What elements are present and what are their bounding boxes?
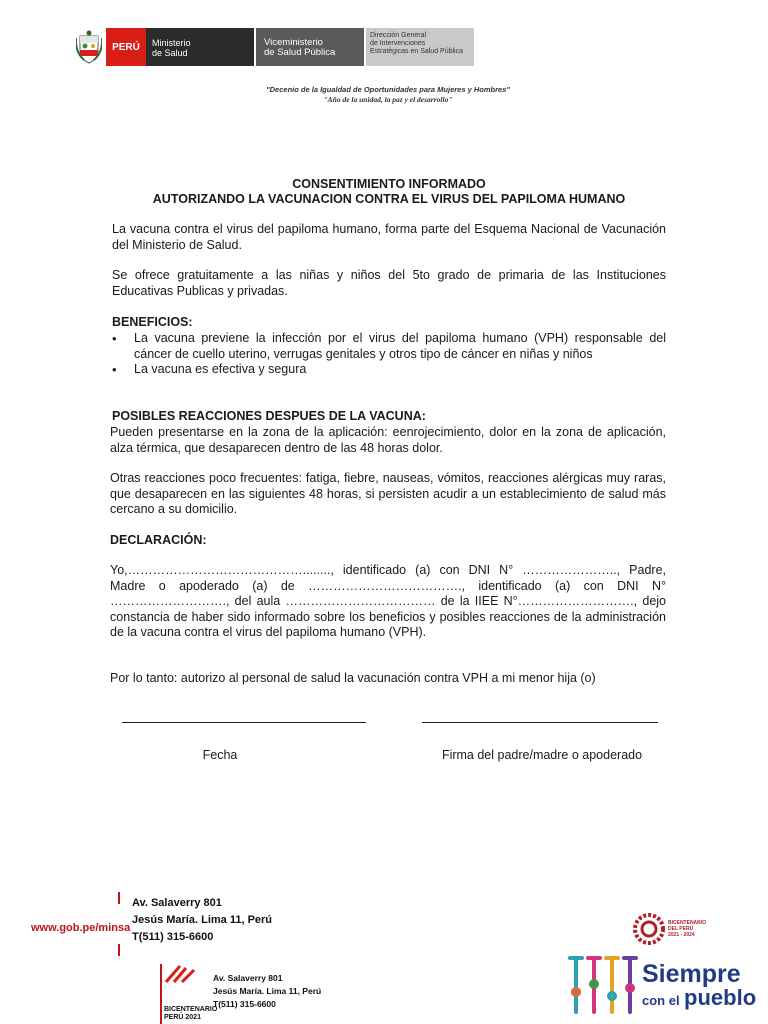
directorate-brand-box [366, 28, 474, 66]
footer-red-mark [118, 944, 120, 956]
benefits-heading: BENEFICIOS: [112, 315, 193, 329]
footer-red-mark [160, 964, 162, 1024]
reactions-paragraph-2: Otras reacciones poco frecuentes: fatiga, fiebre, nauseas, vómitos, reacciones alérgicas muy raras, que desaparecen en las siguientes 48 horas, si persisten acudir a un establecimiento de salud más cercano a su domicilio. [110, 471, 666, 517]
reactions-heading: POSIBLES REACCIONES DESPUES DE LA VACUNA: [112, 409, 426, 423]
bicentenario-logo-icon [632, 912, 666, 946]
date-label: Fecha [202, 748, 238, 762]
website-link[interactable]: www.gob.pe/minsa [31, 922, 131, 934]
slogan-line-2 [642, 985, 756, 1011]
peru-coat-of-arms-icon [76, 30, 102, 64]
declaration-paragraph: Yo,……………………………………........, identificado (a) con DNI N° ………………….., Padre, Madre o apoderado (a) de ………………………………., identificado (a) con DNI N° ………………………., del aula ……………………………… de la IIEE N°………………………., dejo constancia de haber sido informado sobre los beneficios y posibles reacciones de la administración de la vacuna contra el virus del papiloma humano (VPH). [110, 563, 666, 640]
intro-paragraph-2: Se ofrece gratuitamente a las niñas y niños del 5to grado de primaria de las Instituciones Educativas Publicas y privadas. [112, 268, 666, 298]
year-motto: "Año de la unidad, la paz y el desarrollo" [323, 95, 453, 104]
document-subtitle: AUTORIZANDO LA VACUNACION CONTRA EL VIRUS DEL PAPILOMA HUMANO [152, 192, 626, 206]
benefit-item: • La vacuna es efectiva y segura [112, 362, 666, 378]
intro-paragraph-1: La vacuna contra el virus del papiloma humano, forma parte del Esquema Nacional de Vacunación del Ministerio de Salud. [112, 222, 666, 252]
parent-signature-label: Firma del padre/madre o apoderado [441, 748, 643, 762]
footer-address-block [132, 895, 272, 946]
bicentenario-label [668, 920, 706, 938]
reactions-paragraph-1: Pueden presentarse en la zona de la aplicación: eenrojecimiento, dolor en la zona de aplicación, alza térmica, que desaparecen dentro de las 48 horas dolor. [110, 425, 666, 455]
ministry-line-2: de Salud [152, 48, 188, 58]
peru-brand-box [106, 28, 146, 66]
vice-line-1: Viceministerio [264, 37, 323, 48]
benefit-item: • La vacuna previene la infección por el virus del papiloma humano (VPH) responsable del cáncer de cuello uterino, verrugas genitales y otros tipo de cáncer en niñas y niños [112, 331, 666, 362]
date-signature-line [122, 722, 366, 723]
people-figures-icon [566, 952, 638, 1018]
address-line-1: Av. Salaverry 801 [132, 897, 222, 909]
declaration-heading: DECLARACIÓN: [110, 533, 207, 547]
slogan-con-el: con el [642, 993, 680, 1008]
bicentenario-line-1: BICENTENARIO [668, 920, 707, 926]
minsa-sun-logo-icon [164, 962, 198, 984]
authorization-statement: Por lo tanto: autorizo al personal de salud la vacunación contra VPH a mi menor hija (o) [110, 671, 596, 685]
address-line-2: Jesús María. Lima 11, Perú [132, 914, 273, 926]
address-line-3: T(511) 315-6600 [132, 931, 214, 943]
benefits-list [112, 331, 666, 378]
bicentenario-small-2: PERÚ 2021 [164, 1014, 201, 1021]
bicentenario-line-3: 2021 - 2024 [668, 932, 695, 938]
footer-red-mark [118, 892, 120, 904]
ministry-brand-box [146, 28, 254, 66]
viceministry-brand-box [256, 28, 364, 66]
peru-label: PERÚ [112, 41, 140, 53]
address2-line-2: Jesús María. Lima 11, Perú [213, 986, 322, 996]
document-title: CONSENTIMIENTO INFORMADO [292, 177, 486, 191]
decade-motto: "Decenio de la Igualdad de Oportunidades para Mujeres y Hombres" [266, 85, 510, 94]
dg-line-2: de Intervenciones [370, 40, 426, 47]
bicentenario-line-2: DEL PERÚ [668, 926, 694, 932]
bicentenario-small-1: BICENTENARIO [164, 1006, 218, 1013]
ministry-line-1: Ministerio [152, 38, 191, 48]
address2-line-1: Av. Salaverry 801 [213, 973, 283, 983]
slogan-siempre: Siempre [642, 960, 741, 988]
address2-line-3: T(511) 315-6600 [213, 999, 276, 1009]
bicentenario-small-mark [164, 1006, 217, 1022]
slogan-pueblo: pueblo [684, 985, 757, 1010]
parent-signature-line [422, 722, 658, 723]
dg-line-3: Estratégicas en Salud Pública [370, 48, 463, 55]
dg-line-1: Dirección General [370, 32, 427, 39]
footer-address-block-2 [213, 972, 321, 1011]
vice-line-2: de Salud Pública [264, 47, 336, 58]
